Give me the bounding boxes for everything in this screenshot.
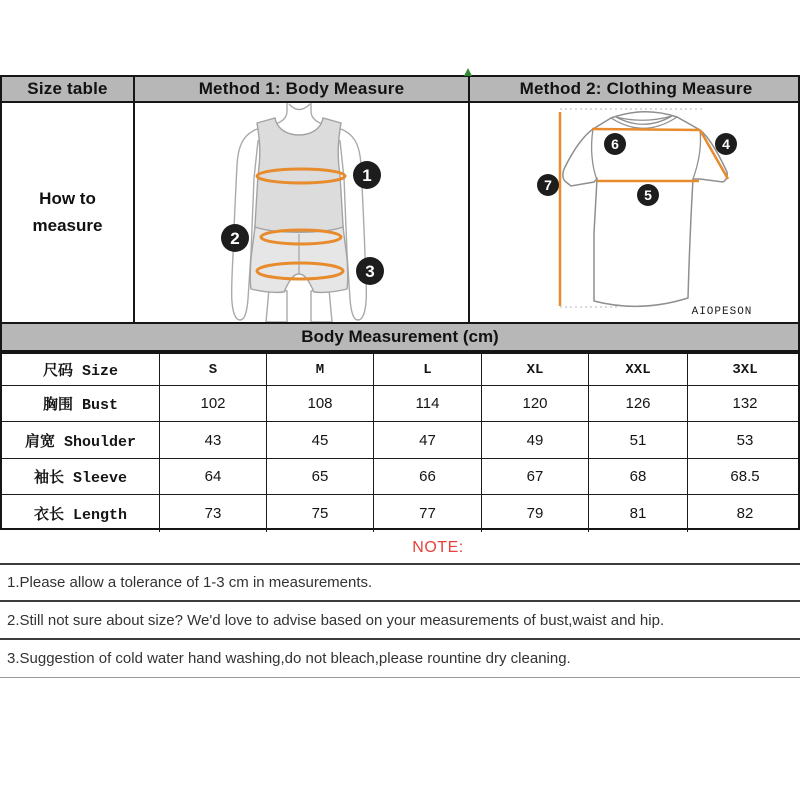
how-to-measure-cell bbox=[2, 103, 135, 322]
notes-section bbox=[0, 532, 800, 678]
sleeve-l: 66 bbox=[374, 459, 482, 495]
shoulder-xl: 49 bbox=[482, 422, 589, 459]
length-s: 73 bbox=[160, 495, 267, 532]
header-method2: Method 2: Clothing Measure bbox=[519, 79, 753, 98]
marker-5: 5 bbox=[644, 187, 652, 203]
bust-l: 114 bbox=[374, 386, 482, 422]
marker-1: 1 bbox=[362, 166, 372, 185]
marker-3: 3 bbox=[365, 262, 375, 281]
sleeve-3xl: 68.5 bbox=[688, 459, 800, 495]
header-method1: Method 1: Body Measure bbox=[135, 77, 470, 101]
body-measurement-bar bbox=[0, 322, 800, 352]
length-xl: 79 bbox=[482, 495, 589, 532]
tank-top bbox=[255, 118, 343, 235]
bust-m: 108 bbox=[267, 386, 374, 422]
sleeve-xxl: 68 bbox=[589, 459, 688, 495]
marker-7: 7 bbox=[544, 177, 552, 193]
shoulder-m: 45 bbox=[267, 422, 374, 459]
size-header-s: S bbox=[160, 354, 267, 386]
note-item-3-text: 3.Suggestion of cold water hand washing,do not bleach,please rountine dry cleaning. bbox=[7, 650, 571, 667]
note-item-2 bbox=[0, 602, 800, 640]
size-header-xxl: XXL bbox=[589, 354, 688, 386]
cell-corner-marker-icon bbox=[464, 68, 473, 77]
how-to-measure-line1: How to bbox=[39, 189, 96, 209]
how-to-measure-line2: measure bbox=[32, 215, 103, 235]
illustration-row bbox=[0, 103, 800, 322]
size-header-l: L bbox=[374, 354, 482, 386]
body-legs bbox=[266, 289, 332, 322]
tshirt-outline bbox=[563, 112, 727, 307]
note-item-3 bbox=[0, 640, 800, 678]
shoulder-xxl: 51 bbox=[589, 422, 688, 459]
body-neck bbox=[278, 103, 320, 123]
note-item-2-text: 2.Still not sure about size? We'd love to advise based on your measurements of bust,waist and hip. bbox=[7, 611, 665, 629]
size-header-m: M bbox=[267, 354, 374, 386]
body-measure-diagram bbox=[135, 103, 470, 322]
marker-4: 4 bbox=[722, 136, 730, 152]
row-label-length: 衣长 Length bbox=[2, 495, 160, 532]
clothing-measure-cell bbox=[470, 103, 800, 322]
size-header-xl: XL bbox=[482, 354, 589, 386]
note-title-row bbox=[0, 532, 800, 565]
shoulder-line bbox=[592, 129, 700, 130]
bust-xl: 120 bbox=[482, 386, 589, 422]
bust-3xl: 132 bbox=[688, 386, 800, 422]
note-title: NOTE: bbox=[412, 538, 464, 556]
bust-s: 102 bbox=[160, 386, 267, 422]
sleeve-m: 65 bbox=[267, 459, 374, 495]
clothing-measure-diagram bbox=[470, 103, 800, 322]
row-label-shoulder: 肩宽 Shoulder bbox=[2, 422, 160, 459]
length-m: 75 bbox=[267, 495, 374, 532]
sleeve-s: 64 bbox=[160, 459, 267, 495]
body-measurement-title: Body Measurement (cm) bbox=[301, 327, 499, 346]
marker-6: 6 bbox=[611, 136, 619, 152]
note-item-1 bbox=[0, 565, 800, 602]
shoulder-l: 47 bbox=[374, 422, 482, 459]
bust-xxl: 126 bbox=[589, 386, 688, 422]
marker-2: 2 bbox=[230, 229, 240, 248]
table-header-row bbox=[0, 75, 800, 103]
note-item-1-text: 1.Please allow a tolerance of 1-3 cm in measurements. bbox=[7, 574, 373, 591]
size-table bbox=[0, 352, 800, 530]
sleeve-xl: 67 bbox=[482, 459, 589, 495]
shoulder-s: 43 bbox=[160, 422, 267, 459]
size-header-3xl: 3XL bbox=[688, 354, 800, 386]
size-col-header: 尺码 Size bbox=[2, 354, 160, 386]
shoulder-3xl: 53 bbox=[688, 422, 800, 459]
row-label-bust: 胸围 Bust bbox=[2, 386, 160, 422]
length-l: 77 bbox=[374, 495, 482, 532]
length-xxl: 81 bbox=[589, 495, 688, 532]
length-3xl: 82 bbox=[736, 505, 754, 522]
header-size-table: Size table bbox=[2, 77, 135, 101]
brand-label: AIOPESON bbox=[691, 306, 753, 318]
body-measure-cell bbox=[135, 103, 470, 322]
row-label-sleeve: 袖长 Sleeve bbox=[2, 459, 160, 495]
